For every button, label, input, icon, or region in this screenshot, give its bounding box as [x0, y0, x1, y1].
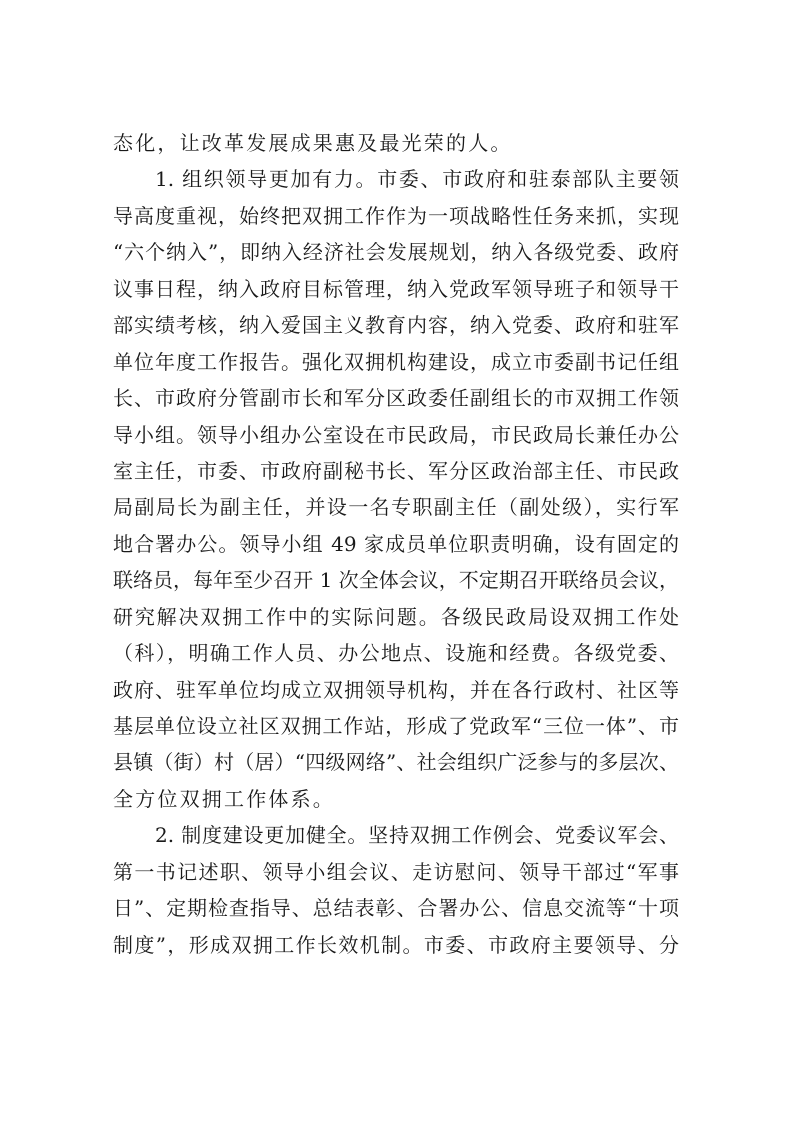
text-line: 导小组。领导小组办公室设在市民政局，市民政局长兼任办公 [113, 422, 679, 447]
text-line: 单位年度工作报告。强化双拥机构建设，成立市委副书记任组 [113, 349, 679, 374]
body-text [113, 125, 679, 963]
text-line: 导高度重视，始终把双拥工作作为一项战略性任务来抓，实现 [113, 203, 679, 228]
text-line: 县镇（街）村（居）“四级网络”、社会组织广泛参与的多层次、 [113, 750, 679, 775]
paragraph-2-heading-line: 2. 制度建设更加健全。坚持双拥工作例会、党委议军会、 [155, 823, 679, 848]
text-line: 基层单位设立社区双拥工作站，形成了党政军“三位一体”、市 [113, 714, 679, 738]
text-line: 部实绩考核，纳入爱国主义教育内容，纳入党委、政府和驻军 [113, 313, 679, 338]
text-line: 议事日程，纳入政府目标管理，纳入党政军领导班子和领导干 [113, 276, 679, 301]
paragraph-1-heading-line: 1. 组织领导更加有力。市委、市政府和驻泰部队主要领 [155, 167, 679, 192]
text-line: 日”、定期检查指导、总结表彰、合署办公、信息交流等“十项 [113, 896, 679, 921]
text-line: 长、市政府分管副市长和军分区政委任副组长的市双拥工作领 [113, 386, 679, 411]
text-line: 联络员，每年至少召开 1 次全体会议，不定期召开联络员会议， [113, 568, 679, 593]
text-line: 制度”，形成双拥工作长效机制。市委、市政府主要领导、分 [113, 932, 679, 957]
text-line: 局副局长为副主任，并设一名专职副主任（副处级），实行军 [113, 495, 679, 520]
text-line: 室主任，市委、市政府副秘书长、军分区政治部主任、市民政 [113, 458, 679, 483]
text-line: “六个纳入”，即纳入经济社会发展规划，纳入各级党委、政府 [113, 240, 679, 265]
text-line: 政府、驻军单位均成立双拥领导机构，并在各行政村、社区等 [113, 677, 679, 702]
text-line: 研究解决双拥工作中的实际问题。各级民政局设双拥工作处 [113, 604, 679, 629]
text-line: 全方位双拥工作体系。 [113, 786, 335, 811]
text-line: 地合署办公。领导小组 49 家成员单位职责明确，设有固定的 [113, 531, 679, 556]
text-line: （科），明确工作人员、办公地点、设施和经费。各级党委、 [113, 641, 679, 666]
text-line: 第一书记述职、领导小组会议、走访慰问、领导干部过“军事 [113, 859, 679, 884]
text-line: 态化，让改革发展成果惠及最光荣的人。 [113, 131, 513, 155]
